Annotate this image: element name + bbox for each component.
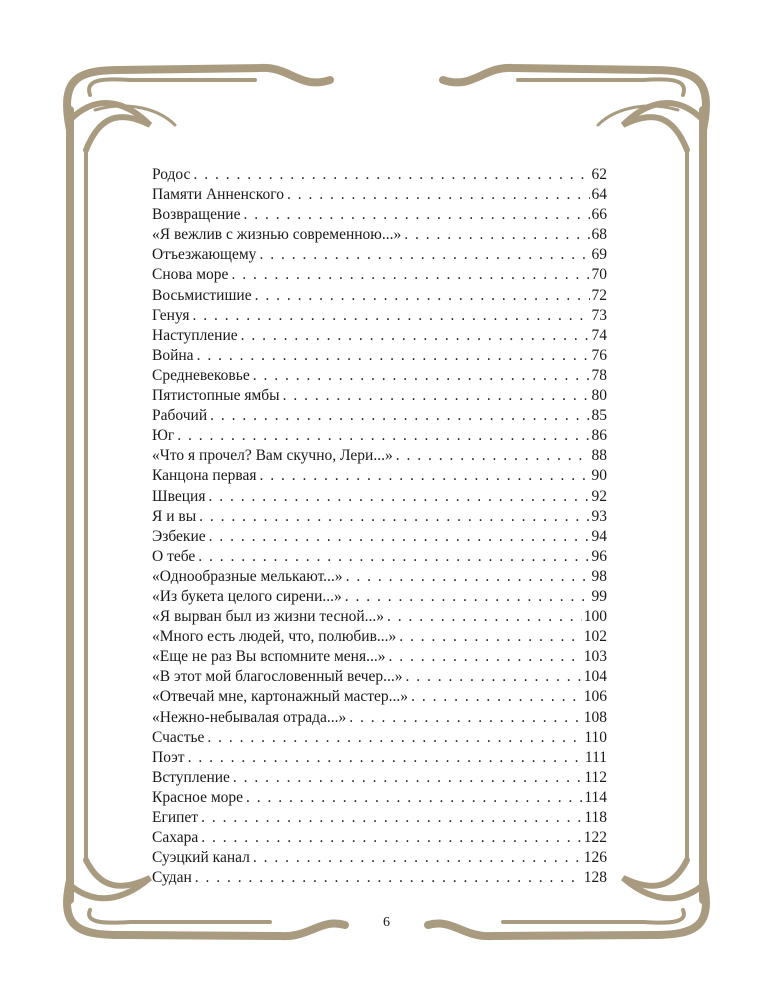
dot-leader [283,386,590,406]
dot-leader [259,466,589,486]
toc-entry-title: О тебе [152,547,196,565]
dot-leader [241,326,590,346]
toc-entry-title: Канцона первая [152,467,257,485]
toc-entry-page: 108 [583,708,607,726]
toc-entry-title: Снова море [152,266,229,284]
toc-entry-page: 70 [591,266,607,284]
toc-entry [152,728,607,748]
toc-entry-page: 69 [591,246,607,264]
toc-entry [152,547,607,567]
dot-leader [177,426,589,446]
dot-leader [404,225,589,245]
toc-entry-page: 80 [591,387,607,405]
dot-leader [199,507,589,527]
toc-entry [152,527,607,547]
dot-leader [246,788,582,808]
toc-entry-title: Эзбекие [152,527,206,545]
toc-entry-title: Восьмистишие [152,286,252,304]
toc-entry-page: 73 [591,306,607,324]
dot-leader [253,366,590,386]
toc-entry [152,265,607,285]
toc-entry-title: Швеция [152,487,206,505]
dot-leader [387,607,582,627]
toc-entry-page: 93 [591,507,607,525]
toc-entry-title: «Из букета целого сирени...» [152,587,342,605]
toc-entry [152,848,607,868]
toc-entry [152,788,607,808]
toc-entry-page: 99 [591,587,607,605]
toc-entry-title: «Еще не раз Вы вспомните меня...» [152,648,386,666]
dot-leader [243,205,589,225]
toc-entry-title: Пятистопные ямбы [152,387,280,405]
dot-leader [197,346,590,366]
page-number: 6 [383,915,390,930]
toc-entry [152,627,607,647]
dot-leader [195,868,582,888]
toc-entry-page: 112 [584,768,607,786]
toc-entry [152,768,607,788]
dot-leader [411,687,582,707]
toc-entry [152,567,607,587]
toc-entry-title: Египет [152,809,199,826]
toc-entry [152,286,607,306]
dot-leader [396,446,590,466]
dot-leader [253,848,582,868]
toc-entry-page: 62 [591,166,607,183]
toc-entry-page: 103 [583,648,607,666]
toc-entry [152,185,607,205]
toc-entry [152,406,607,426]
toc-entry-page: 126 [583,849,607,867]
toc-entry [152,225,607,245]
toc-entry [152,647,607,667]
toc-entry-page: 111 [584,748,607,766]
toc-entry-title: Отъезжающему [152,246,257,264]
toc-entry [152,306,607,326]
dot-leader [349,708,582,728]
toc-entry-page: 102 [583,628,607,646]
toc-entry [152,487,607,507]
toc-entry-page: 74 [591,326,607,344]
dot-leader [233,768,582,788]
dot-leader [198,547,589,567]
toc-entry-title: «Однообразные мелькают...» [152,567,343,585]
dot-leader [207,728,582,748]
dot-leader [259,245,589,265]
toc-entry [152,507,607,527]
toc-entry-page: 88 [591,447,607,465]
toc-entry [152,667,607,687]
toc-entry-title: Суэцкий канал [152,849,250,867]
toc-entry-title: Счастье [152,728,205,746]
dot-leader [210,406,589,426]
toc-entry-title: «Я вырван был из жизни тесной...» [152,608,385,626]
toc-entry [152,868,607,888]
dot-leader [188,748,583,768]
toc-entry-title: Возвращение [152,206,241,224]
toc-entry [152,386,607,406]
toc-entry-page: 76 [591,346,607,364]
dot-leader [201,808,582,828]
toc-entry-page: 96 [591,547,607,565]
toc-entry [152,587,607,607]
toc-entry-title: Генуя [152,306,190,324]
toc-entry-page: 128 [583,869,607,887]
toc-entry-title: Поэт [152,748,185,766]
dot-leader [193,165,589,185]
dot-leader [192,306,589,326]
dot-leader [399,627,581,647]
dot-leader [208,487,589,507]
toc-entry-page: 66 [591,206,607,224]
toc-entry-title: «Что я прочел? Вам скучно, Лери...» [152,447,393,465]
toc-entry-title: «Много есть людей, что, полюбив...» [152,628,397,646]
toc-entry [152,708,607,728]
toc-entry [152,828,607,848]
dot-leader [209,527,590,547]
toc-entry-page: 85 [591,407,607,425]
toc-entry-page: 90 [591,467,607,485]
toc-entry [152,245,607,265]
toc-entry-title: Рабочий [152,407,208,425]
toc-entry-title: Красное море [152,788,244,806]
toc-entry-title: Я и вы [152,507,197,525]
toc-entry-title: «Нежно-небывалая отрада...» [152,708,347,726]
toc-entry-title: «Отвечай мне, картонажный мастер...» [152,688,409,706]
table-of-contents [152,165,607,888]
toc-entry [152,446,607,466]
toc-entry-page: 94 [591,527,607,545]
toc-entry [152,205,607,225]
dot-leader [287,185,589,205]
toc-entry-page: 104 [583,668,607,686]
toc-entry-title: «Я вежлив с жизнью современною...» [152,226,402,244]
dot-leader [388,647,581,667]
toc-entry-page: 100 [583,608,607,626]
toc-entry-page: 122 [583,829,607,847]
toc-entry-page: 114 [584,788,607,806]
dot-leader [346,567,590,587]
toc-entry-title: Война [152,346,194,364]
toc-entry-page: 64 [591,186,607,204]
toc-entry [152,687,607,707]
toc-entry-page: 98 [591,567,607,585]
toc-entry-page: 92 [591,487,607,505]
toc-entry [152,326,607,346]
toc-entry-title: Памяти Анненского [152,186,285,204]
toc-entry [152,165,607,185]
dot-leader [345,587,590,607]
toc-entry-page: 68 [591,226,607,244]
toc-entry-page: 72 [591,286,607,304]
dot-leader [201,828,581,848]
toc-entry-title: Наступление [152,326,238,344]
toc-entry-page: 110 [584,728,607,746]
toc-entry-title: Сахара [152,829,199,847]
dot-leader [255,286,590,306]
toc-entry-page: 118 [584,809,607,826]
toc-entry-page: 78 [591,366,607,384]
dot-leader [406,667,582,687]
toc-entry [152,748,607,768]
toc-entry [152,607,607,627]
toc-entry-title: Судан [152,869,192,887]
toc-entry-title: Родос [152,166,191,183]
toc-entry [152,366,607,386]
toc-entry [152,426,607,446]
toc-entry-title: Юг [152,427,175,445]
toc-entry [152,808,607,828]
toc-entry-page: 86 [591,427,607,445]
toc-entry-page: 106 [583,688,607,706]
toc-entry [152,346,607,366]
toc-entry [152,466,607,486]
toc-entry-title: Вступление [152,768,230,786]
toc-entry-title: Средневековье [152,366,250,384]
toc-entry-title: «В этот мой благословенный вечер...» [152,668,403,686]
dot-leader [231,265,589,285]
